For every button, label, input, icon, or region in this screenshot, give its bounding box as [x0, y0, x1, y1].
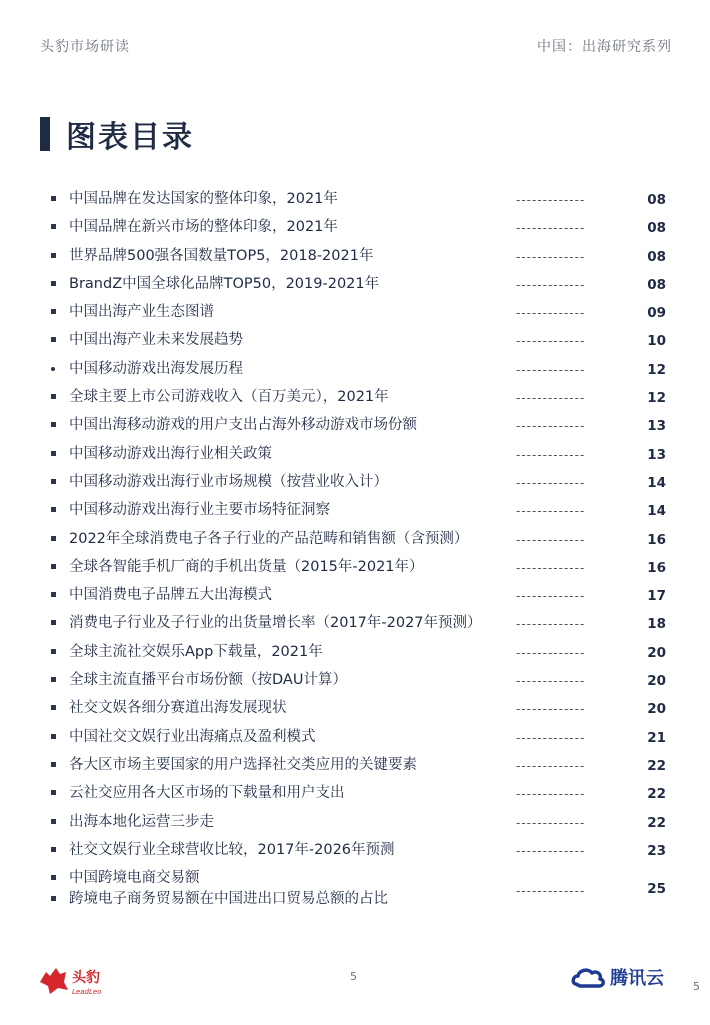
toc-leader: -------------: [516, 419, 586, 434]
tencent-cloud-logo: [570, 960, 680, 994]
bullet-icon: [51, 819, 56, 824]
bullet-icon: [51, 762, 56, 767]
toc-label: 全球主流直播平台市场份额（按DAU计算）: [69, 672, 347, 689]
toc-label: 中国出海产业未来发展趋势: [69, 332, 243, 349]
toc-leader: -------------: [516, 674, 586, 689]
toc-leader: -------------: [516, 843, 586, 858]
toc-leader: -------------: [516, 645, 586, 660]
toc-label: BrandZ中国全球化品牌TOP50，2019-2021年: [69, 275, 380, 292]
toc-leader: -------------: [516, 447, 586, 462]
toc-row[interactable]: [0, 529, 710, 557]
page-number-right: 5: [693, 980, 700, 993]
toc-leader: -------------: [516, 702, 586, 717]
toc-leader: -------------: [516, 560, 586, 575]
toc-leader: -------------: [516, 391, 586, 406]
toc-label: 中国社交文娱行业出海痛点及盈利模式: [69, 728, 316, 745]
toc-row[interactable]: [0, 444, 710, 472]
table-of-figures: [0, 189, 710, 916]
toc-page: 20: [647, 644, 666, 661]
toc-row[interactable]: [0, 642, 710, 670]
toc-leader: -------------: [516, 589, 586, 604]
toc-label: 中国移动游戏出海行业市场规模（按营业收入计）: [69, 473, 388, 490]
toc-leader: -------------: [516, 884, 586, 899]
page-number-center: 5: [350, 970, 357, 983]
toc-page: 22: [647, 814, 666, 831]
toc-leader: -------------: [516, 617, 586, 632]
toc-page: 10: [647, 333, 666, 350]
toc-page: 12: [647, 390, 666, 407]
toc-label: 中国品牌在新兴市场的整体印象，2021年: [69, 219, 338, 236]
leadleo-logo: [36, 960, 126, 1000]
toc-row[interactable]: [0, 330, 710, 358]
toc-label: 中国跨境电商交易额: [69, 870, 200, 887]
toc-label: 社交文娱各细分赛道出海发展现状: [69, 700, 287, 717]
toc-page: 13: [647, 446, 666, 463]
toc-row[interactable]: [0, 557, 710, 585]
bullet-icon: [51, 896, 56, 901]
bullet-icon: [51, 196, 56, 201]
toc-row[interactable]: [0, 727, 710, 755]
toc-label: 各大区市场主要国家的用户选择社交类应用的关键要素: [69, 756, 417, 773]
toc-row[interactable]: [0, 783, 710, 811]
bullet-icon: [51, 479, 56, 484]
toc-leader: -------------: [516, 277, 586, 292]
toc-label: 中国品牌在发达国家的整体印象，2021年: [69, 191, 338, 207]
toc-leader: -------------: [516, 758, 586, 773]
bullet-icon: [51, 253, 56, 258]
tencent-text: 腾讯云: [610, 968, 664, 989]
toc-page: 09: [647, 305, 666, 322]
toc-row[interactable]: [0, 472, 710, 500]
toc-page: 25: [647, 881, 666, 898]
toc-page: 16: [647, 531, 666, 548]
bullet-icon: [51, 309, 56, 314]
toc-leader: -------------: [516, 362, 586, 377]
toc-label: 世界品牌500强各国数量TOP5，2018-2021年: [69, 247, 374, 264]
toc-row[interactable]: [0, 812, 710, 840]
toc-label: 跨境电子商务贸易额在中国进出口贸易总额的占比: [69, 891, 388, 908]
toc-row[interactable]: [0, 500, 710, 528]
bullet-icon: [51, 875, 56, 880]
bullet-icon: [51, 649, 56, 654]
toc-row[interactable]: [0, 840, 710, 868]
bullet-icon: [51, 422, 56, 427]
toc-label: 中国出海移动游戏的用户支出占海外移动游戏市场份额: [69, 417, 417, 434]
toc-leader: -------------: [516, 730, 586, 745]
bullet-icon: [51, 394, 56, 399]
toc-page: 08: [647, 192, 666, 208]
toc-label: 中国出海产业生态图谱: [69, 304, 214, 321]
toc-leader: -------------: [516, 532, 586, 547]
toc-page: 08: [647, 220, 666, 237]
bullet-icon: [51, 564, 56, 569]
bullet-icon: [51, 367, 55, 371]
toc-page: 22: [647, 757, 666, 774]
toc-leader: -------------: [516, 334, 586, 349]
toc-row[interactable]: [0, 246, 710, 274]
toc-row[interactable]: [0, 585, 710, 613]
toc-row[interactable]: [0, 755, 710, 783]
toc-page: 12: [647, 361, 666, 378]
toc-leader: -------------: [516, 221, 586, 236]
toc-label: 全球各智能手机厂商的手机出货量（2015年-2021年）: [69, 558, 424, 575]
bullet-icon: [51, 281, 56, 286]
toc-leader: -------------: [516, 306, 586, 321]
toc-row[interactable]: [0, 387, 710, 415]
bullet-icon: [51, 592, 56, 597]
toc-page: 23: [647, 842, 666, 859]
toc-row[interactable]: [0, 613, 710, 641]
logo-text: 头豹: [72, 970, 100, 986]
toc-leader: -------------: [516, 193, 586, 207]
toc-page: 14: [647, 503, 666, 520]
toc-leader: -------------: [516, 787, 586, 802]
bullet-icon: [51, 224, 56, 229]
toc-page: 14: [647, 474, 666, 491]
toc-page: 08: [647, 248, 666, 265]
logo-subtext: LeadLeo: [72, 988, 102, 996]
toc-label: 云社交应用各大区市场的下载量和用户支出: [69, 785, 345, 802]
toc-page: 22: [647, 786, 666, 803]
toc-row[interactable]: [0, 189, 710, 217]
bullet-icon: [51, 790, 56, 795]
toc-label: 中国移动游戏出海行业主要市场特征洞察: [69, 502, 330, 519]
toc-label: 全球主流社交娱乐App下载量，2021年: [69, 643, 323, 660]
toc-row[interactable]: [0, 302, 710, 330]
header-right: 中国：出海研究系列: [537, 39, 672, 55]
toc-row[interactable]: [0, 274, 710, 302]
bullet-icon: [51, 451, 56, 456]
toc-page: 17: [647, 588, 666, 605]
toc-page: 13: [647, 418, 666, 435]
page-title: 图表目录: [66, 120, 194, 155]
toc-leader: -------------: [516, 504, 586, 519]
toc-leader: -------------: [516, 815, 586, 830]
toc-row[interactable]: [0, 670, 710, 698]
bullet-icon: [51, 677, 56, 682]
toc-label: 中国消费电子品牌五大出海模式: [69, 587, 272, 604]
toc-row[interactable]: [0, 868, 710, 916]
bullet-icon: [51, 507, 56, 512]
toc-page: 21: [647, 729, 666, 746]
toc-label: 消费电子行业及子行业的出货量增长率（2017年-2027年预测）: [69, 615, 482, 632]
toc-label: 出海本地化运营三步走: [69, 813, 214, 830]
toc-page: 18: [647, 616, 666, 633]
toc-label: 2022年全球消费电子各子行业的产品范畴和销售额（含预测）: [69, 530, 469, 547]
toc-leader: -------------: [516, 249, 586, 264]
toc-page: 16: [647, 559, 666, 576]
bullet-icon: [51, 620, 56, 625]
bullet-icon: [51, 847, 56, 852]
bullet-icon: [51, 337, 56, 342]
toc-page: 08: [647, 276, 666, 293]
bullet-icon: [51, 734, 56, 739]
toc-row[interactable]: [0, 415, 710, 443]
toc-page: 20: [647, 673, 666, 690]
toc-leader: -------------: [516, 475, 586, 490]
toc-label: 全球主要上市公司游戏收入（百万美元），2021年: [69, 389, 389, 406]
bullet-icon: [51, 705, 56, 710]
toc-label: 中国移动游戏出海发展历程: [69, 360, 243, 377]
header-left: 头豹市场研读: [40, 39, 130, 55]
toc-label: 中国移动游戏出海行业相关政策: [69, 445, 272, 462]
toc-row[interactable]: [0, 217, 710, 245]
title-accent-bar: [40, 117, 50, 151]
toc-page: 20: [647, 701, 666, 718]
bullet-icon: [51, 536, 56, 541]
toc-row[interactable]: [0, 359, 710, 387]
toc-row[interactable]: [0, 698, 710, 726]
toc-label: 社交文娱行业全球营收比较，2017年-2026年预测: [69, 841, 395, 858]
